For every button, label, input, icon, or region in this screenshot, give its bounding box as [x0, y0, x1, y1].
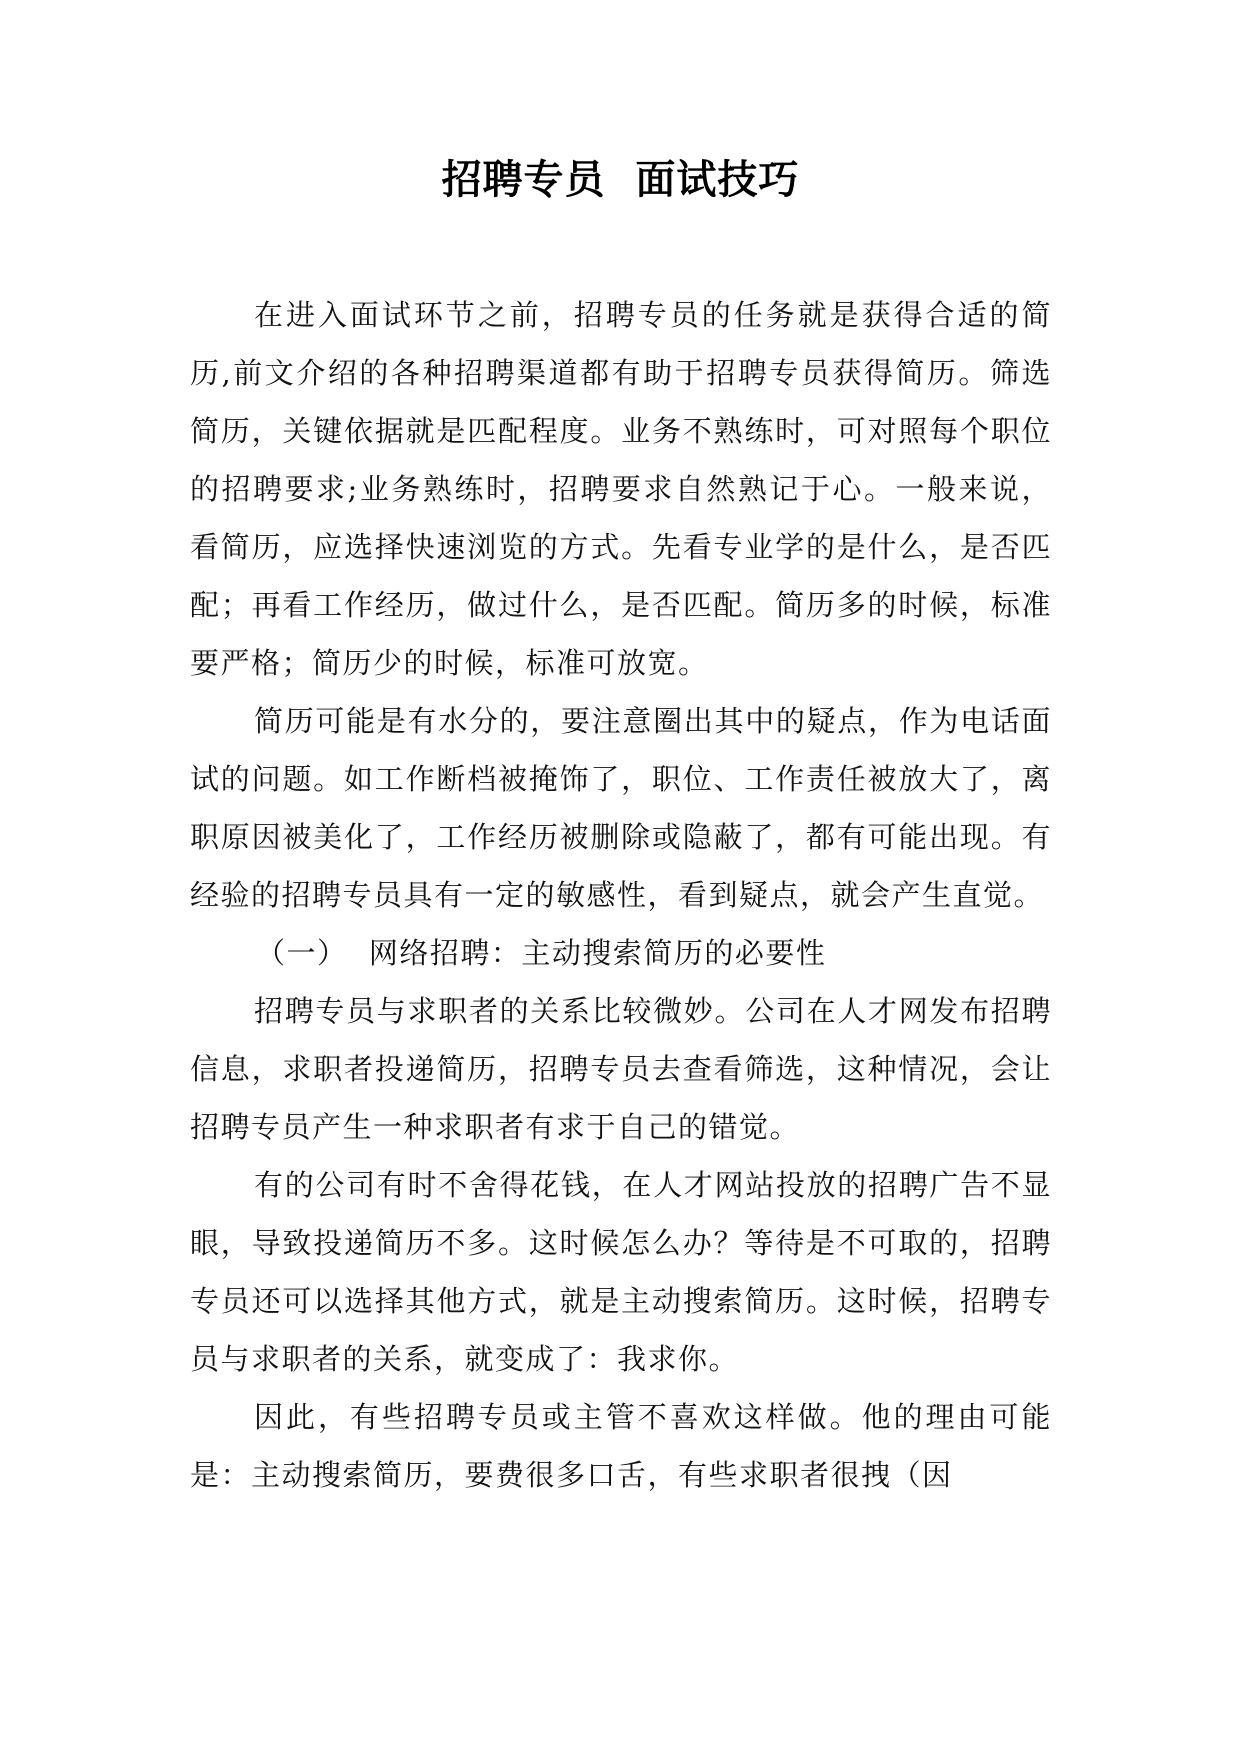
section-heading: （一） 网络招聘：主动搜索简历的必要性	[256, 936, 827, 970]
paragraph-active-search: 有的公司有时不舍得花钱，在人才网站投放的招聘广告不显眼，导致投递简历不多。这时候怎么办？等待是不可取的，招聘专员还可以选择其他方式，就是主动搜索简历。这时候，招聘专员与求职者的关系，就变成了：我求你。	[190, 1168, 1052, 1376]
paragraph-reluctance: 因此，有些招聘专员或主管不喜欢这样做。他的理由可能是：主动搜索简历，要费很多口舌，有些求职者很拽（因	[190, 1400, 1052, 1492]
paragraph-resume-doubts: 简历可能是有水分的，要注意圈出其中的疑点，作为电话面试的问题。如工作断档被掩饰了，职位、工作责任被放大了，离职原因被美化了，工作经历被删除或隐蔽了，都有可能出现。有经验的招聘专员具有一定的敏感性，看到疑点，就会产生直觉。	[190, 704, 1052, 912]
paragraph-resume-screening: 在进入面试环节之前，招聘专员的任务就是获得合适的简历,前文介绍的各种招聘渠道都有助于招聘专员获得简历。筛选简历，关键依据就是匹配程度。业务不熟练时，可对照每个职位的招聘要求;业务熟练时，招聘要求自然熟记于心。一般来说，看简历，应选择快速浏览的方式。先看专业学的是什么，是否匹配；再看工作经历，做过什么，是否匹配。简历多的时候，标准要严格；简历少的时候，标准可放宽。	[190, 298, 1052, 680]
document-title: 招聘专员 面试技巧	[441, 156, 800, 203]
document-body	[190, 286, 1052, 1504]
paragraph-recruiter-relationship: 招聘专员与求职者的关系比较微妙。公司在人才网发布招聘信息，求职者投递简历，招聘专员去查看筛选，这种情况，会让招聘专员产生一种求职者有求于自己的错觉。	[190, 994, 1052, 1144]
